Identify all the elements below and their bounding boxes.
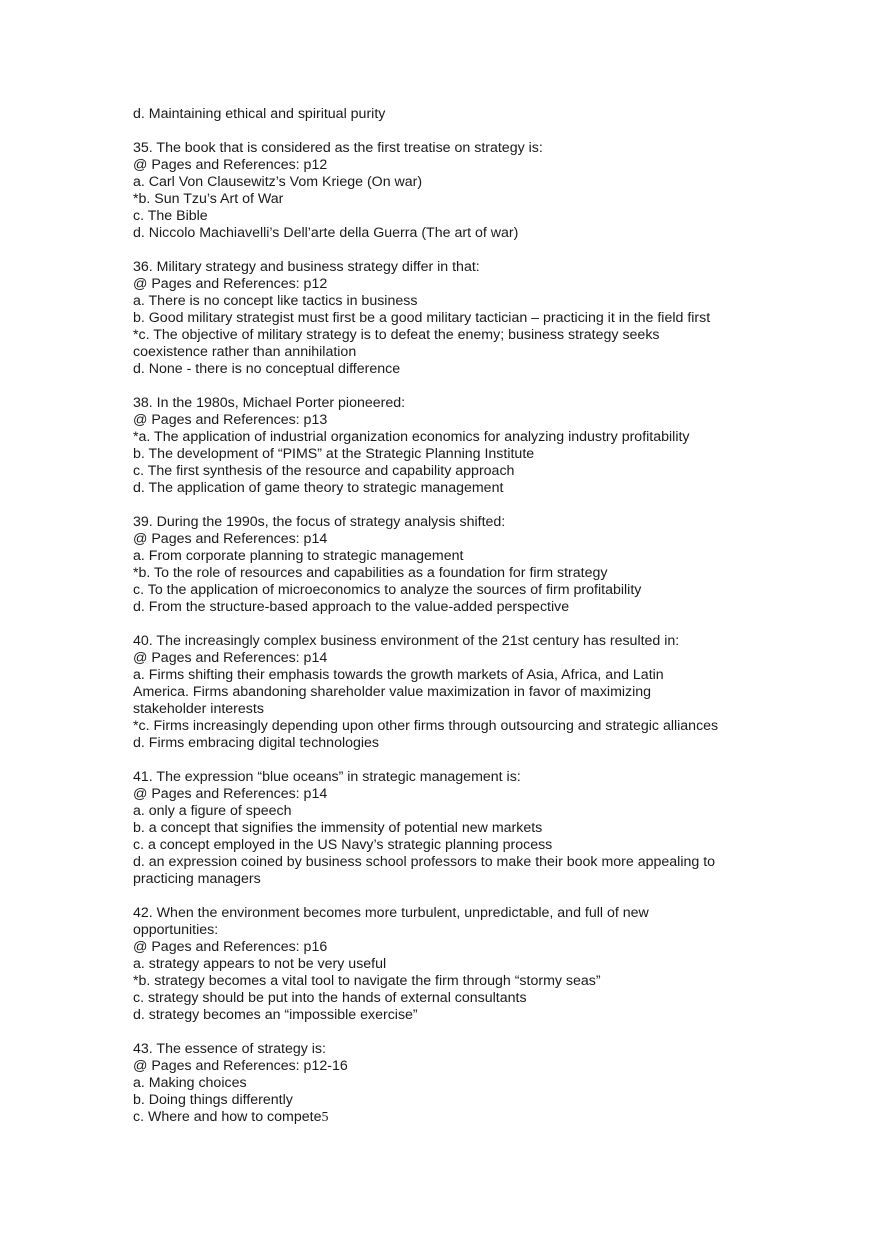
answer-option: *a. The application of industrial organization economics for analyzing industry profitability	[133, 429, 690, 445]
question-block	[133, 633, 773, 752]
answer-option: *c. The objective of military strategy is to defeat the enemy; business strategy seeks	[133, 327, 660, 343]
spacer	[133, 616, 773, 633]
answer-option: c. To the application of microeconomics to analyze the sources of firm profitability	[133, 582, 642, 598]
answer-option-continued: America. Firms abandoning shareholder value maximization in favor of maximizing	[133, 684, 652, 700]
question-stem: 42. When the environment becomes more turbulent, unpredictable, and full of new	[133, 905, 649, 921]
question-stem: 36. Military strategy and business strategy differ in that:	[133, 259, 480, 275]
question-block	[133, 395, 773, 497]
question-stem: 38. In the 1980s, Michael Porter pioneered:	[133, 395, 406, 411]
question-stem: 41. The expression “blue oceans” in strategic management is:	[133, 769, 521, 785]
page-reference: @ Pages and References: p13	[133, 412, 328, 428]
answer-option: b. a concept that signifies the immensity of potential new markets	[133, 820, 543, 836]
answer-option: *b. To the role of resources and capabilities as a foundation for firm strategy	[133, 565, 608, 581]
previous-question-option: d. Maintaining ethical and spiritual purity	[133, 106, 386, 122]
page-reference: @ Pages and References: p16	[133, 939, 328, 955]
question-block	[133, 1041, 773, 1126]
page-reference: @ Pages and References: p14	[133, 650, 328, 666]
answer-option-continued: stakeholder interests	[133, 701, 264, 717]
question-stem: 35. The book that is considered as the first treatise on strategy is:	[133, 140, 543, 156]
answer-option: d. From the structure-based approach to the value-added perspective	[133, 599, 570, 615]
page-reference: @ Pages and References: p12	[133, 276, 328, 292]
answer-option: *c. Firms increasingly depending upon other firms through outsourcing and strategic alliances	[133, 718, 719, 734]
answer-option: *b. Sun Tzu’s Art of War	[133, 191, 284, 207]
answer-option: a. From corporate planning to strategic management	[133, 548, 464, 564]
spacer	[133, 378, 773, 395]
question-block	[133, 769, 773, 888]
answer-option-continued: coexistence rather than annihilation	[133, 344, 357, 360]
answer-option: d. The application of game theory to strategic management	[133, 480, 504, 496]
document-page	[133, 106, 773, 1126]
answer-option: d. Niccolo Machiavelli’s Dell’arte della Guerra (The art of war)	[133, 225, 519, 241]
answer-option: c. a concept employed in the US Navy’s strategic planning process	[133, 837, 553, 853]
answer-option: d. an expression coined by business school professors to make their book more appealing to	[133, 854, 716, 870]
answer-option: a. Making choices	[133, 1075, 247, 1091]
answer-option: a. There is no concept like tactics in business	[133, 293, 418, 309]
answer-option-continued: practicing managers	[133, 871, 261, 887]
answer-option: c. Where and how to compete	[133, 1109, 322, 1125]
question-block	[133, 259, 773, 378]
answer-option: c. The Bible	[133, 208, 208, 224]
answer-option: *b. strategy becomes a vital tool to navigate the firm through “stormy seas”	[133, 973, 601, 989]
answer-option: b. Good military strategist must first be a good military tactician – practicing it in the field first	[133, 310, 711, 326]
answer-option: b. Doing things differently	[133, 1092, 293, 1108]
spacer	[133, 888, 773, 905]
page-reference: @ Pages and References: p14	[133, 786, 328, 802]
answer-option: d. strategy becomes an “impossible exercise”	[133, 1007, 418, 1023]
answer-option: a. Firms shifting their emphasis towards the growth markets of Asia, Africa, and Latin	[133, 667, 664, 683]
question-block	[133, 514, 773, 616]
answer-option: b. The development of “PIMS” at the Strategic Planning Institute	[133, 446, 535, 462]
answer-option: a. strategy appears to not be very useful	[133, 956, 387, 972]
answer-option: d. None - there is no conceptual difference	[133, 361, 401, 377]
page-reference: @ Pages and References: p12-16	[133, 1058, 348, 1074]
answer-option: d. Firms embracing digital technologies	[133, 735, 380, 751]
spacer	[133, 1024, 773, 1041]
spacer	[133, 123, 773, 140]
page-reference: @ Pages and References: p14	[133, 531, 328, 547]
question-stem: 43. The essence of strategy is:	[133, 1041, 326, 1057]
spacer	[133, 242, 773, 259]
question-block	[133, 140, 773, 242]
spacer	[133, 497, 773, 514]
spacer	[133, 752, 773, 769]
answer-option: c. The first synthesis of the resource and capability approach	[133, 463, 515, 479]
answer-option-with-page-number	[133, 1109, 773, 1126]
answer-option: c. strategy should be put into the hands of external consultants	[133, 990, 527, 1006]
page-number: 5	[321, 1110, 329, 1125]
question-stem-continued: opportunities:	[133, 922, 219, 938]
question-stem: 40. The increasingly complex business environment of the 21st century has resulted in:	[133, 633, 680, 649]
question-stem: 39. During the 1990s, the focus of strategy analysis shifted:	[133, 514, 506, 530]
answer-option: a. Carl Von Clausewitz’s Vom Kriege (On war)	[133, 174, 423, 190]
page-reference: @ Pages and References: p12	[133, 157, 328, 173]
answer-option: a. only a figure of speech	[133, 803, 292, 819]
question-block	[133, 905, 773, 1024]
